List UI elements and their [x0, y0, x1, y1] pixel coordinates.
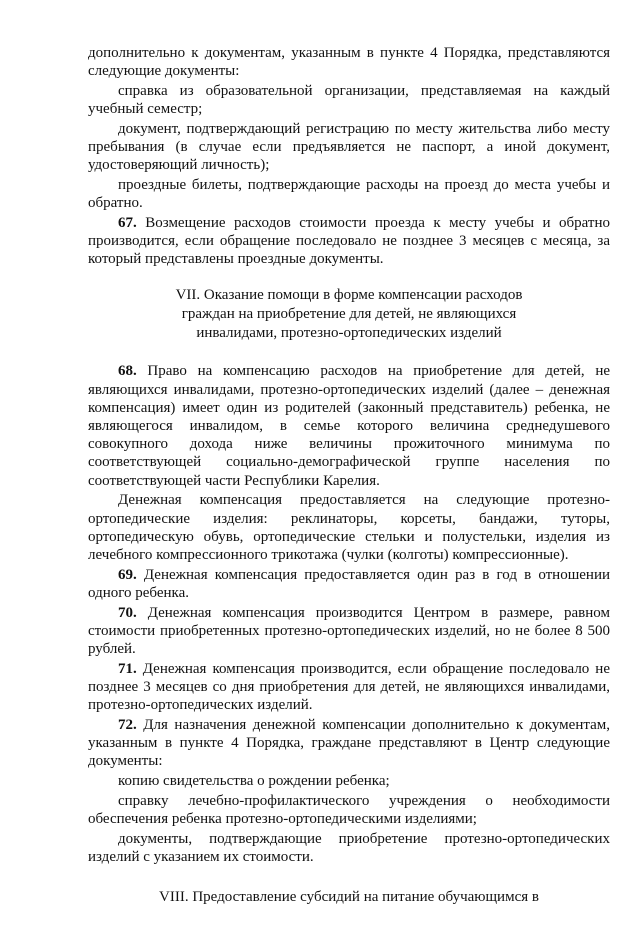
clause-number: 71. — [118, 660, 137, 677]
clause-70: 70. Денежная компенсация производится Центром в размере, равном стоимости приобретенных протезно-ортопедических изделий, но не более 8 500 рублей. — [88, 604, 610, 657]
clause-67: 67. Возмещение расходов стоимости проезда к месту учебы и обратно производится, если обращение последовало не позднее 3 месяцев с месяца, за который представлены проездные документы. — [88, 214, 610, 268]
heading-line: граждан на приобретение для детей, не являющихся — [181, 306, 517, 323]
heading-line: VII. Оказание помощи в форме компенсации расходов — [175, 287, 523, 304]
list-item: копию свидетельства о рождении ребенка; — [118, 772, 390, 789]
paragraph: Денежная компенсация предоставляется на следующие протезно-ортопедические изделия: реклинаторы, корсеты, бандажи, туторы, ортопедическую обувь, ортопедические стельки и полустельки, изделия из лечебного компрессионного трикотажа (чулки (колготы) компрессионные). — [88, 492, 610, 563]
clause-72: 72. Для назначения денежной компенсации дополнительно к документам, указанным в пункте 4 Порядка, граждане представляют в Центр следующие документы: — [88, 716, 610, 770]
document-body — [88, 44, 610, 926]
clause-number: 67. — [118, 214, 137, 231]
clause-number: 72. — [118, 716, 137, 733]
heading-line: VIII. Предоставление субсидий на питание обучающимся в — [159, 888, 539, 905]
section-heading-vii — [88, 286, 610, 343]
list-item: документы, подтверждающие приобретение протезно-ортопедических изделий с указанием их стоимости. — [88, 830, 610, 865]
list-item: справка из образовательной организации, представляемая на каждый учебный семестр; — [88, 82, 610, 118]
clause-68: 68. Право на компенсацию расходов на приобретение для детей, не являющихся инвалидами, протезно-ортопедических изделий (далее – денежная компенсация) имеет один из родителей (законный представитель) ребенка, не являющегося инвалидом, в семье которого величина среднедушевого совокупного дохода ниже величины прожиточного минимума по соответствующей социально-демографической группе населения по соответствующей части Республики Карелия. — [88, 363, 610, 489]
list-item: проездные билеты, подтверждающие расходы на проезд до места учебы и обратно. — [88, 176, 610, 212]
list-item: справку лечебно-профилактического учреждения о необходимости обеспечения ребенка протезно-ортопедическими изделиями; — [88, 792, 610, 827]
section-heading-viii — [88, 888, 610, 907]
paragraph-continuation: дополнительно к документам, указанным в пункте 4 Порядка, представляются следующие документы: — [88, 45, 610, 80]
clause-number: 70. — [118, 604, 137, 621]
heading-line: инвалидами, протезно-ортопедических изделий — [196, 325, 502, 342]
clause-71: 71. Денежная компенсация производится, если обращение последовало не позднее 3 месяцев со дня приобретения для детей, не являющихся инвалидами, протезно-ортопедических изделий. — [88, 660, 610, 714]
clause-69: 69. Денежная компенсация предоставляется один раз в год в отношении одного ребенка. — [88, 566, 610, 601]
list-item: документ, подтверждающий регистрацию по месту жительства либо месту пребывания (в случае если предъявляется не паспорт, а иной документ, удостоверяющий личность); — [88, 120, 610, 174]
clause-number: 69. — [118, 566, 137, 583]
clause-number: 68. — [118, 363, 137, 380]
